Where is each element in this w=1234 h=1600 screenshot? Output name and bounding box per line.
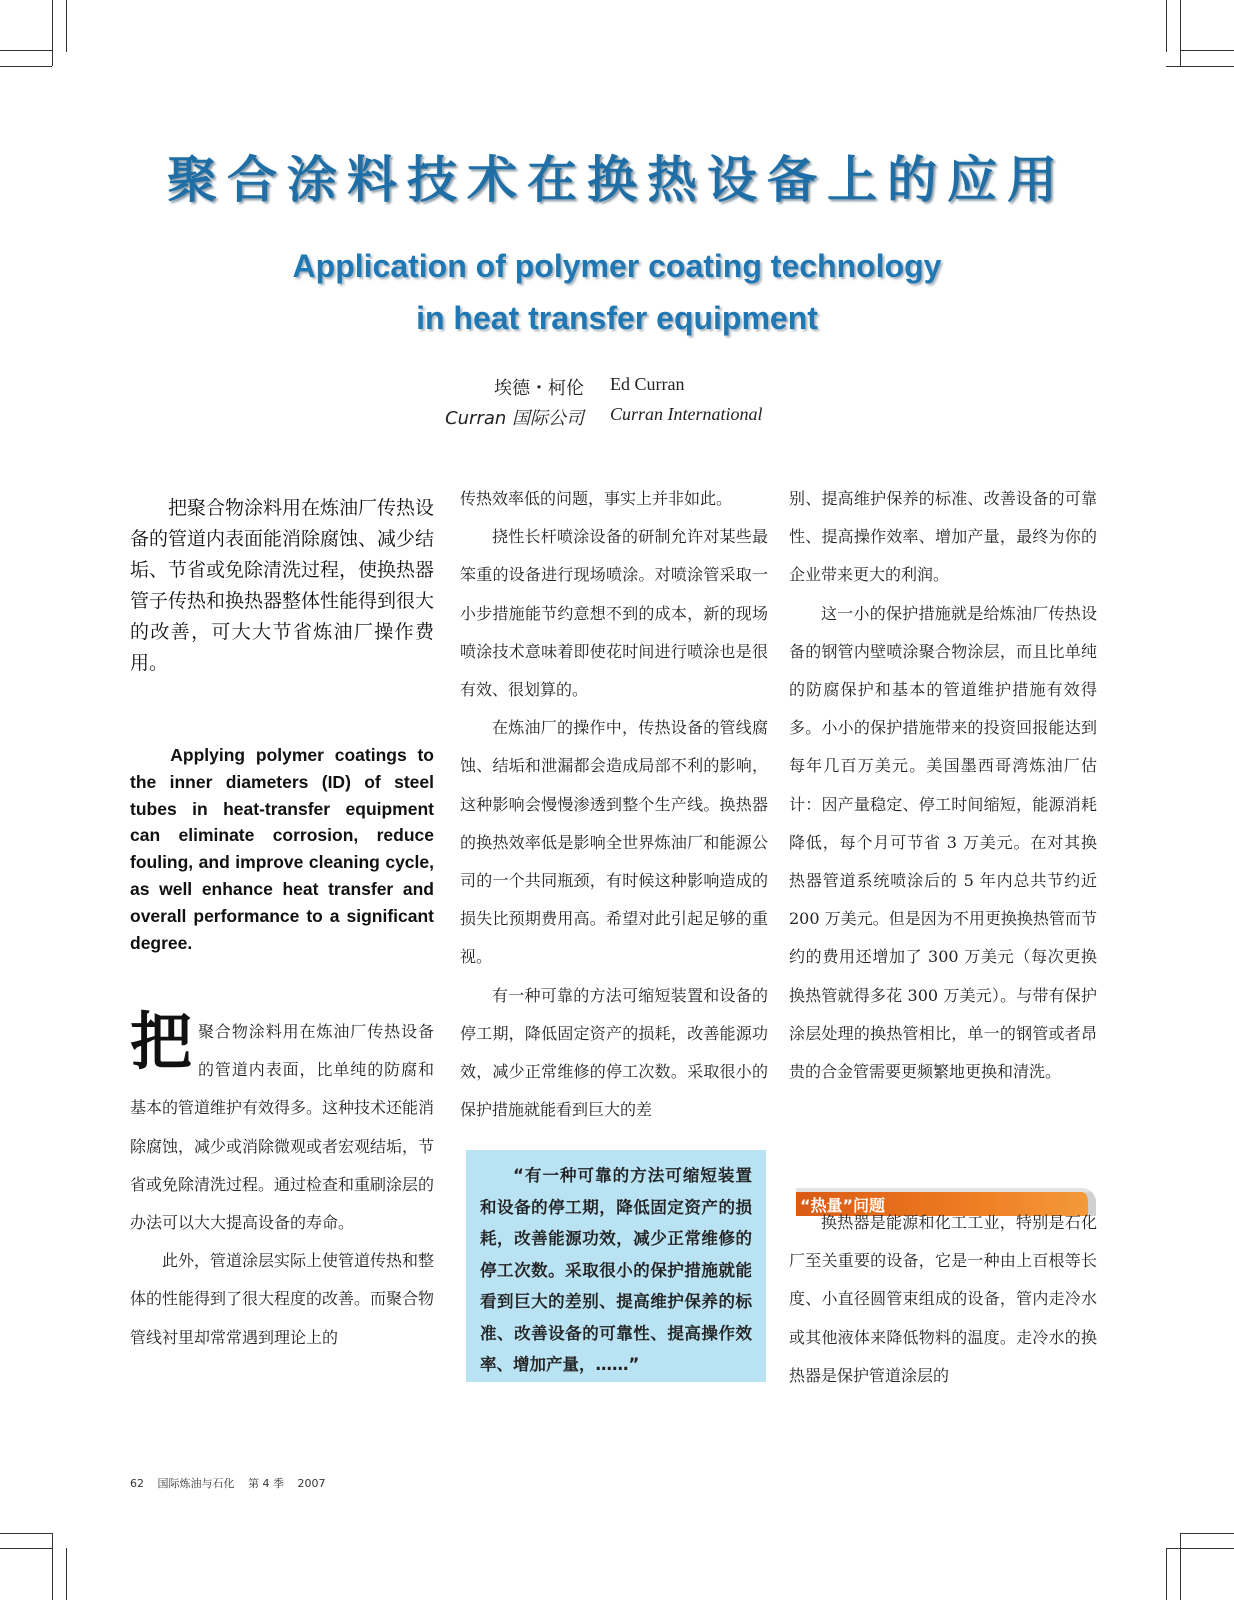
body-paragraph: 传热效率低的问题，事实上并非如此。	[460, 489, 733, 508]
crop-mark	[1166, 66, 1234, 67]
crop-mark	[1166, 1548, 1167, 1600]
title-chinese: 聚合涂料技术在换热设备上的应用	[167, 150, 1067, 209]
crop-mark	[66, 1548, 67, 1600]
body-paragraph: 这一小的保护措施就是给炼油厂传热设备的钢管内壁喷涂聚合物涂层，而且比单纯的防腐保护和基本的管道维护措施有效得多。小小的保护措施带来的投资回报能达到每年几百万美元。美国墨西哥湾炼油厂估计：因产量稳定、停工时间缩短，能源消耗降低，每个月可节省 3 万美元。在对其换热器管道系统喷涂后的 5 年内总共节约近 200 万美元。但是因为不用更换换热管而节约的费用还增加了 300 万美元（每次更换换热管就得多花 300 万美元）。与带有保护涂层处理的换热管相比，单一的钢管或者昂贵的合金管需要更频繁地更换和清洗。	[789, 603, 1097, 1082]
author-org-en: Curran International	[610, 404, 763, 424]
crop-mark	[1180, 1533, 1234, 1534]
crop-mark	[1180, 1533, 1181, 1600]
body-column-3	[789, 480, 1097, 1091]
drop-cap: 把	[130, 1005, 193, 1078]
body-paragraph: 在炼油厂的操作中，传热设备的管线腐蚀、结垢和泄漏都会造成局部不利的影响，这种影响会慢慢渗透到整个生产线。换热器的换热效率低是影响全世界炼油厂和能源公司的一个共同瓶颈，有时候这种影响造成的损失比预期费用高。希望对此引起足够的重视。	[460, 718, 768, 967]
crop-mark	[1180, 50, 1234, 51]
abstract-english: Applying polymer coatings to the inner diameters (ID) of steel tubes in heat-transfer equipment can eliminate corrosion, reduce fouling, and improve cleaning cycle, as well enhance heat transfer and overall performance to a significant degree.	[130, 745, 434, 953]
body-paragraph: 有一种可靠的方法可缩短装置和设备的停工期，降低固定资产的损耗，改善能源功效，减少正常维修的停工次数。采取很小的保护措施就能看到巨大的差	[460, 985, 768, 1120]
body-column-3-continued	[789, 1204, 1097, 1395]
author-name-cn: 埃德・柯伦	[494, 378, 584, 399]
crop-mark	[52, 1533, 53, 1600]
issue-number: 第 4 季	[248, 1477, 284, 1490]
title-english	[0, 240, 1234, 344]
crop-mark	[0, 50, 52, 51]
body-paragraph: 此外，管道涂层实际上使管道传热和整体的性能得到了很大程度的改善。而聚合物管线衬里却常常遇到理论上的	[130, 1251, 435, 1347]
body-paragraph: 别、提高维护保养的标准、改善设备的可靠性、提高操作效率、增加产量，最终为你的企业带来更大的利润。	[789, 489, 1097, 585]
crop-mark	[52, 0, 53, 66]
crop-mark	[1166, 0, 1167, 52]
body-paragraph: 挠性长杆喷涂设备的研制允许对某些最笨重的设备进行现场喷涂。对喷涂管采取一小步措施能节约意想不到的成本，新的现场喷涂技术意味着即使花时间进行喷涂也是很有效、很划算的。	[460, 527, 768, 700]
body-column-2	[460, 480, 768, 1129]
body-column-1	[130, 1005, 435, 1357]
body-paragraph	[130, 1005, 435, 1242]
pull-quote-box	[466, 1150, 766, 1382]
crop-mark	[0, 66, 52, 67]
title-english-line2: in heat transfer equipment	[416, 300, 818, 336]
abstract-chinese: 把聚合物涂料用在炼油厂传热设备的管道内表面能消除腐蚀、减少结垢、节省或免除清洗过程，使换热器管子传热和换热器整体性能得到很大的改善，可大大节省炼油厂操作费用。	[130, 497, 435, 674]
author-name-en: Ed Curran	[610, 374, 685, 394]
crop-mark	[1166, 1548, 1234, 1549]
issue-year: 2007	[297, 1477, 326, 1490]
page-footer	[130, 1475, 336, 1491]
crop-mark	[0, 1533, 52, 1534]
author-org-cn: Curran 国际公司	[445, 408, 584, 429]
body-text: 聚合物涂料用在炼油厂传热设备的管道内表面，比单纯的防腐和基本的管道维护有效得多。这种技术还能消除腐蚀，减少或消除微观或者宏观结垢，节省或免除清洗过程。通过检查和重刷涂层的办法可以大大提高设备的寿命。	[130, 1022, 435, 1233]
section-heading: “热量”问题	[800, 1196, 886, 1215]
crop-mark	[0, 1548, 52, 1549]
crop-mark	[1180, 0, 1181, 66]
journal-name: 国际炼油与石化	[157, 1477, 235, 1490]
body-paragraph: 换热器是能源和化工工业，特别是石化厂至关重要的设备，它是一种由上百根等长度、小直径圆管束组成的设备，管内走冷水或其他液体来降低物料的温度。走冷水的换热器是保护管道涂层的	[789, 1213, 1097, 1385]
crop-mark	[66, 0, 67, 52]
title-english-line1: Application of polymer coating technology	[292, 248, 942, 284]
pull-quote-text: “有一种可靠的方法可缩短装置和设备的停工期，降低固定资产的损耗，改善能源功效，减少正常维修的停工次数。采取很小的保护措施就能看到巨大的差别、提高维护保养的标准、改善设备的可靠性、提高操作效率、增加产量，……”	[480, 1166, 752, 1374]
page-number: 62	[130, 1477, 144, 1490]
